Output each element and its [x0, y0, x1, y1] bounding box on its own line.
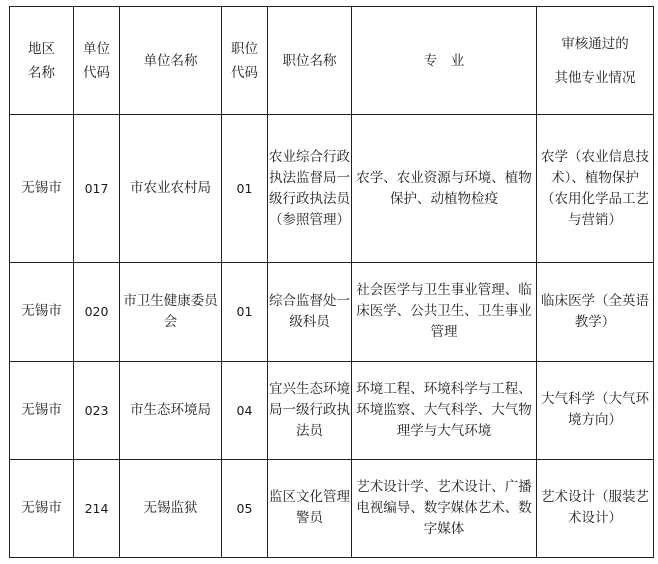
- cell-unit-code: 020: [74, 263, 120, 361]
- table-row: [10, 459, 654, 557]
- cell-unit-name: 市卫生健康委员会: [120, 263, 222, 361]
- header-region-line2: 名称: [28, 64, 55, 81]
- cell-region: 无锡市: [10, 361, 74, 459]
- header-row: [10, 7, 654, 115]
- header-position-name: 职位名称: [268, 7, 352, 115]
- cell-position-name: 农业综合行政执法监督局一级行政执法员（参照管理）: [268, 115, 352, 263]
- table-row: [10, 361, 654, 459]
- header-region-line1: 地区: [28, 40, 55, 57]
- cell-other-majors: 临床医学（全英语教学）: [537, 263, 654, 361]
- cell-unit-name: 市生态环境局: [120, 361, 222, 459]
- header-other-majors-line1: 审核通过的: [561, 35, 629, 52]
- header-position-code: [222, 7, 268, 115]
- cell-other-majors: 大气科学（大气环境方向）: [537, 361, 654, 459]
- cell-position-name: 监区文化管理警员: [268, 459, 352, 557]
- header-major: 专 业: [352, 7, 537, 115]
- cell-position-code: 04: [222, 361, 268, 459]
- header-unit-code: [74, 7, 120, 115]
- cell-unit-code: 214: [74, 459, 120, 557]
- header-unit-code-line2: 代码: [83, 64, 110, 81]
- cell-other-majors: 农学（农业信息技术）、植物保护（农用化学品工艺与营销）: [537, 115, 654, 263]
- header-unit-code-line1: 单位: [83, 40, 110, 57]
- cell-unit-code: 023: [74, 361, 120, 459]
- table-row: [10, 263, 654, 361]
- cell-unit-name: 市农业农村局: [120, 115, 222, 263]
- cell-major: 农学、农业资源与环境、植物保护、动植物检疫: [352, 115, 537, 263]
- header-position-code-line2: 代码: [231, 64, 258, 81]
- cell-position-name: 综合监督处一级科员: [268, 263, 352, 361]
- header-other-majors: [537, 7, 654, 115]
- positions-table: [9, 6, 654, 558]
- header-region: [10, 7, 74, 115]
- table-row: [10, 115, 654, 263]
- cell-position-code: 01: [222, 263, 268, 361]
- cell-position-code: 01: [222, 115, 268, 263]
- cell-unit-name: 无锡监狱: [120, 459, 222, 557]
- cell-position-code: 05: [222, 459, 268, 557]
- header-unit-name: 单位名称: [120, 7, 222, 115]
- cell-position-name: 宜兴生态环境局一级行政执法员: [268, 361, 352, 459]
- cell-other-majors: 艺术设计（服装艺术设计）: [537, 459, 654, 557]
- header-position-code-line1: 职位: [231, 40, 258, 57]
- cell-region: 无锡市: [10, 115, 74, 263]
- cell-major: 环境工程、环境科学与工程、环境监察、大气科学、大气物理学与大气环境: [352, 361, 537, 459]
- cell-region: 无锡市: [10, 459, 74, 557]
- cell-major: 艺术设计学、艺术设计、广播电视编导、数字媒体艺术、数字媒体: [352, 459, 537, 557]
- cell-unit-code: 017: [74, 115, 120, 263]
- header-other-majors-line2: 其他专业情况: [554, 69, 636, 86]
- cell-region: 无锡市: [10, 263, 74, 361]
- cell-major: 社会医学与卫生事业管理、临床医学、公共卫生、卫生事业管理: [352, 263, 537, 361]
